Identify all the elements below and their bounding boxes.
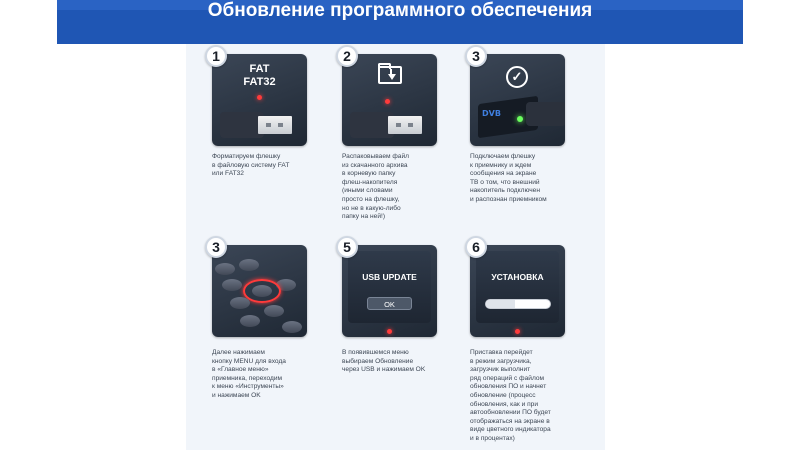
step-3-description: Подключаем флешку к приемнику и ждем сообщения на экране ТВ о том, что внешний накопитель подключен и распознан приемником [470, 153, 547, 203]
usb-drive-body [526, 102, 565, 126]
remote-button [239, 259, 259, 271]
step-1-card [212, 54, 307, 146]
tv-screen [348, 251, 431, 323]
screen-title: USB UPDATE [362, 272, 417, 282]
step-5-description: В появившемся меню выбираем Обновление через USB и нажимаем OK [342, 349, 426, 374]
progress-fill [486, 300, 515, 308]
step-2-description: Распаковываем файл из скачанного архива в корневую папку флеш-накопителя (иными словами просто на флешку, но не в какую-либо папку на ней!) [342, 153, 409, 221]
dvb-logo: DVB [482, 109, 501, 118]
ok-button: OK [367, 297, 412, 310]
check-circle-icon: ✓ [506, 66, 528, 88]
usb-led [257, 95, 262, 100]
step-5-card [342, 245, 437, 337]
step-3-badge: 3 [465, 45, 487, 67]
receiver-led [515, 329, 520, 334]
receiver-led [387, 329, 392, 334]
remote-button [282, 321, 302, 333]
step-2-card [342, 54, 437, 146]
folder-download-icon [378, 66, 402, 84]
usb-plug [258, 116, 292, 134]
remote-button [264, 305, 284, 317]
step-4-badge: 3 [205, 236, 227, 258]
status-led [517, 116, 523, 122]
remote-button [230, 297, 250, 309]
step-6-card [470, 245, 565, 337]
remote-button [215, 263, 235, 275]
usb-led [385, 99, 390, 104]
step-4-description: Далее нажимаем кнопку MENU для входа в «Главное меню» приемника, переходим к меню «Инструменты» и нажимаем OK [212, 349, 286, 399]
remote-button [240, 315, 260, 327]
page-title: Обновление программного обеспечения [207, 0, 593, 21]
tv-screen [476, 251, 559, 323]
step-4-card [212, 245, 307, 337]
step-1-card-text: FAT FAT32 [243, 63, 276, 88]
step-1-badge: 1 [205, 45, 227, 67]
step-6-badge: 6 [465, 236, 487, 258]
install-progress-bar [485, 299, 551, 309]
step-3-card [470, 54, 565, 146]
usb-plug [388, 116, 422, 134]
screen-title: УСТАНОВКА [491, 272, 544, 282]
step-6-description: Приставка перейдет в режим загрузчика, загрузчик выполнит ряд операций с файлом обновления ПО и начнет обновление (процесс обновления, как и при автообновлении ПО будет отображаться на экране в виде цветного индикатора и в процентах) [470, 349, 551, 442]
remote-button [222, 279, 242, 291]
step-1-description: Форматируем флешку в файловую систему FAT или FAT32 [212, 153, 290, 178]
step-2-badge: 2 [336, 45, 358, 67]
step-5-badge: 5 [336, 236, 358, 258]
